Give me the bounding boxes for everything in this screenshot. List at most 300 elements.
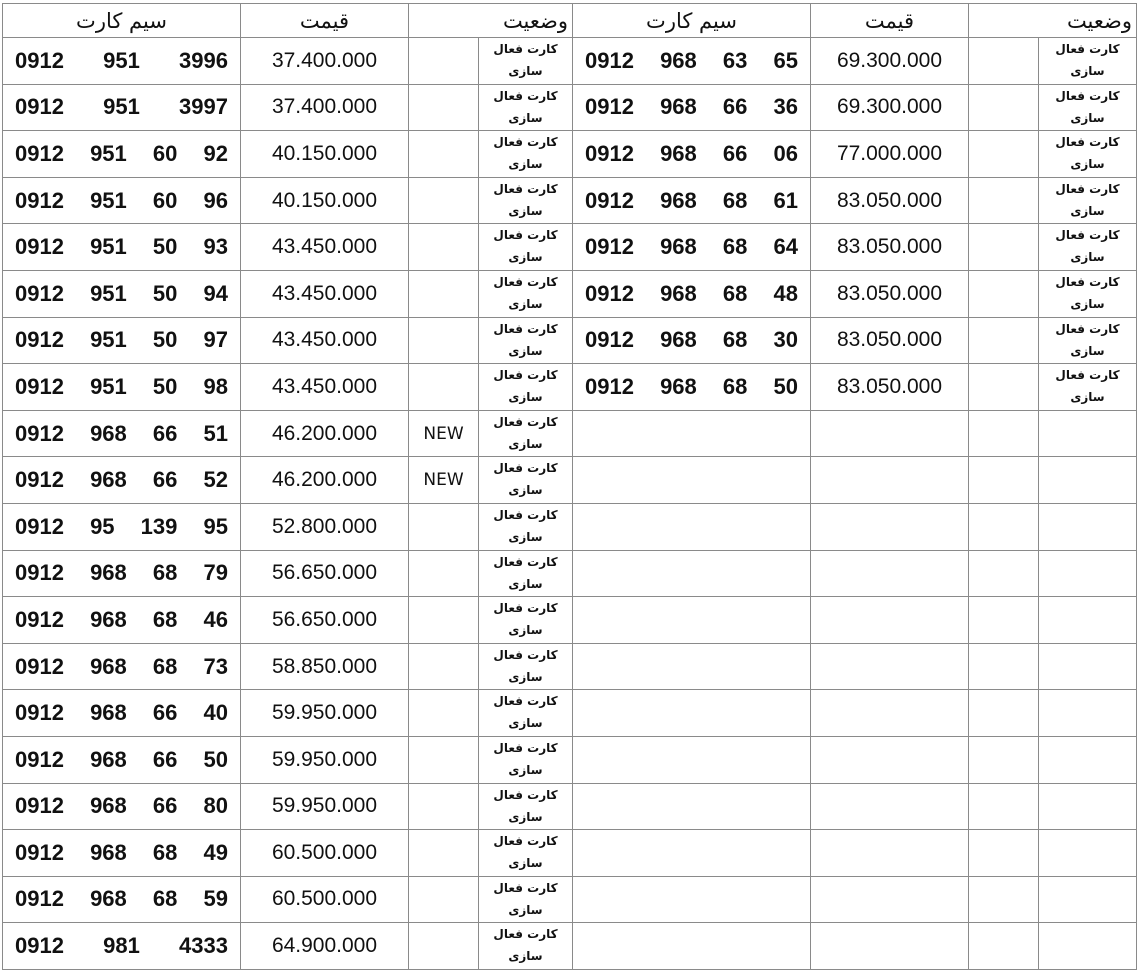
right-sim-number — [573, 923, 811, 970]
left-status — [479, 550, 573, 597]
right-flag — [969, 503, 1039, 550]
status-line-2: سازی — [508, 483, 543, 498]
sim-number-digits — [3, 607, 240, 633]
sim-number-part: 968 — [90, 746, 127, 772]
sim-number-part: 80 — [203, 793, 228, 819]
right-price: 69.300.000 — [811, 84, 969, 131]
sim-number-digits — [3, 421, 240, 447]
sim-number-part: 0912 — [585, 234, 634, 260]
sim-number-part: 68 — [722, 327, 748, 353]
right-flag — [969, 224, 1039, 271]
sim-number-digits — [573, 374, 810, 400]
left-status — [479, 736, 573, 783]
status-line-1: کارت فعال — [493, 181, 558, 196]
sim-number-part: 0912 — [15, 839, 64, 865]
sim-number-part: 50 — [152, 234, 178, 260]
right-sim-number — [573, 317, 811, 364]
table-row — [3, 270, 1137, 317]
sim-number-part: 968 — [90, 560, 127, 586]
left-status — [479, 364, 573, 411]
sim-number-part: 66 — [152, 746, 178, 772]
sim-number-digits — [573, 141, 810, 167]
sim-number-part: 968 — [90, 886, 127, 912]
left-status — [479, 317, 573, 364]
sim-number-part: 4333 — [179, 933, 228, 959]
sim-number-part: 968 — [660, 187, 697, 213]
sim-number-part: 0912 — [585, 94, 634, 120]
left-sim-number — [3, 84, 241, 131]
sim-number-part: 3997 — [179, 94, 228, 120]
table-row — [3, 364, 1137, 411]
sim-number-part: 968 — [90, 700, 127, 726]
sim-number-part: 968 — [90, 653, 127, 679]
table-row — [3, 84, 1137, 131]
left-flag — [409, 736, 479, 783]
sim-number-digits — [573, 48, 810, 74]
left-status — [479, 876, 573, 923]
status-line-1: کارت فعال — [493, 647, 558, 662]
sim-number-part: 0912 — [15, 933, 64, 959]
sim-number-digits — [3, 793, 240, 819]
left-sim-number — [3, 131, 241, 178]
right-sim-number — [573, 364, 811, 411]
status-line-2: سازی — [508, 669, 543, 684]
status-line-2: سازی — [1070, 296, 1105, 311]
sim-number-part: 30 — [773, 327, 798, 353]
left-price: 46.200.000 — [241, 410, 409, 457]
right-flag — [969, 38, 1039, 85]
sim-number-digits — [573, 234, 810, 260]
status-line-1: کارت فعال — [493, 601, 558, 616]
left-price: 56.650.000 — [241, 550, 409, 597]
status-line-2: سازی — [508, 856, 543, 871]
right-status — [1039, 270, 1137, 317]
sim-number-part: 951 — [90, 234, 127, 260]
sim-number-part: 951 — [103, 47, 140, 73]
sim-number-digits — [3, 514, 240, 540]
header-price-left: قیمت — [241, 4, 409, 38]
left-price: 46.200.000 — [241, 457, 409, 504]
right-flag — [969, 550, 1039, 597]
header-status-right: وضعیت — [969, 4, 1137, 38]
table-row — [3, 830, 1137, 877]
right-price — [811, 783, 969, 830]
status-line-2: سازی — [508, 529, 543, 544]
sim-number-digits — [3, 234, 240, 260]
right-sim-number — [573, 597, 811, 644]
sim-number-digits — [3, 700, 240, 726]
sim-number-part: 968 — [660, 373, 697, 399]
sim-number-part: 66 — [152, 700, 178, 726]
right-flag — [969, 597, 1039, 644]
left-sim-number — [3, 923, 241, 970]
status-line-1: کارت فعال — [493, 507, 558, 522]
table-row — [3, 923, 1137, 970]
left-status — [479, 643, 573, 690]
sim-number-part: 968 — [660, 47, 697, 73]
right-flag — [969, 84, 1039, 131]
status-line-1: کارت فعال — [493, 927, 558, 942]
left-status — [479, 923, 573, 970]
left-flag — [409, 38, 479, 85]
left-price: 40.150.000 — [241, 131, 409, 178]
left-price: 59.950.000 — [241, 736, 409, 783]
right-flag — [969, 317, 1039, 364]
status-line-2: سازی — [508, 250, 543, 265]
left-status — [479, 503, 573, 550]
right-status — [1039, 830, 1137, 877]
sim-number-part: 0912 — [15, 746, 64, 772]
status-line-1: کارت فعال — [493, 274, 558, 289]
left-status — [479, 177, 573, 224]
right-status — [1039, 84, 1137, 131]
sim-number-part: 60 — [152, 187, 178, 213]
right-status — [1039, 923, 1137, 970]
table-row — [3, 503, 1137, 550]
left-flag: NEW — [409, 457, 479, 504]
right-flag — [969, 643, 1039, 690]
right-flag — [969, 690, 1039, 737]
right-status — [1039, 550, 1137, 597]
sim-number-part: 981 — [103, 933, 140, 959]
right-status — [1039, 38, 1137, 85]
status-line-2: سازی — [508, 296, 543, 311]
sim-number-part: 968 — [660, 327, 697, 353]
left-price: 59.950.000 — [241, 690, 409, 737]
status-line-2: سازی — [508, 716, 543, 731]
sim-number-digits — [573, 327, 810, 353]
sim-number-part: 96 — [203, 187, 228, 213]
sim-number-part: 0912 — [15, 420, 64, 446]
sim-number-part: 951 — [103, 94, 140, 120]
left-price: 56.650.000 — [241, 597, 409, 644]
table-row — [3, 736, 1137, 783]
left-status — [479, 224, 573, 271]
header-sim-right: سیم کارت — [573, 4, 811, 38]
status-line-2: سازی — [508, 64, 543, 78]
right-price: 77.000.000 — [811, 131, 969, 178]
sim-number-digits — [3, 747, 240, 773]
status-line-1: کارت فعال — [1055, 274, 1120, 289]
status-line-1: کارت فعال — [1055, 88, 1120, 103]
right-sim-number — [573, 270, 811, 317]
right-status — [1039, 597, 1137, 644]
status-line-1: کارت فعال — [1055, 135, 1120, 150]
left-sim-number — [3, 876, 241, 923]
left-sim-number — [3, 690, 241, 737]
left-price: 52.800.000 — [241, 503, 409, 550]
status-line-2: سازی — [508, 343, 543, 358]
sim-number-part: 68 — [722, 280, 748, 306]
sim-number-part: 0912 — [15, 373, 64, 399]
sim-number-digits — [3, 886, 240, 912]
left-price: 43.450.000 — [241, 224, 409, 271]
status-line-1: کارت فعال — [493, 228, 558, 243]
sim-number-digits — [3, 560, 240, 586]
sim-number-part: 73 — [203, 653, 228, 679]
status-line-2: سازی — [1070, 343, 1105, 358]
left-status — [479, 597, 573, 644]
right-price — [811, 503, 969, 550]
right-sim-number — [573, 550, 811, 597]
right-price: 83.050.000 — [811, 364, 969, 411]
left-sim-number — [3, 410, 241, 457]
sim-number-part: 92 — [203, 140, 228, 166]
sim-number-part: 0912 — [585, 187, 634, 213]
right-sim-number — [573, 84, 811, 131]
left-price: 37.400.000 — [241, 84, 409, 131]
left-sim-number — [3, 736, 241, 783]
sim-number-part: 968 — [660, 140, 697, 166]
status-line-1: کارت فعال — [493, 42, 558, 56]
right-sim-number — [573, 690, 811, 737]
table-row — [3, 224, 1137, 271]
status-line-1: کارت فعال — [493, 461, 558, 476]
sim-number-part: 968 — [660, 234, 697, 260]
sim-number-part: 3996 — [179, 47, 228, 73]
status-line-2: سازی — [1070, 64, 1105, 78]
sim-number-part: 98 — [203, 373, 228, 399]
left-price: 58.850.000 — [241, 643, 409, 690]
status-line-2: سازی — [508, 390, 543, 405]
sim-number-part: 68 — [152, 560, 178, 586]
left-price: 37.400.000 — [241, 38, 409, 85]
table-row — [3, 690, 1137, 737]
left-flag — [409, 783, 479, 830]
sim-number-part: 0912 — [15, 886, 64, 912]
right-status — [1039, 690, 1137, 737]
left-flag — [409, 876, 479, 923]
sim-number-digits — [3, 48, 240, 74]
right-flag — [969, 736, 1039, 783]
sim-number-part: 0912 — [15, 327, 64, 353]
left-sim-number — [3, 317, 241, 364]
right-price — [811, 690, 969, 737]
sim-number-digits — [3, 840, 240, 866]
header-sim-left: سیم کارت — [3, 4, 241, 38]
left-sim-number — [3, 364, 241, 411]
sim-number-part: 0912 — [585, 280, 634, 306]
left-sim-number — [3, 597, 241, 644]
sim-number-part: 93 — [203, 234, 228, 260]
status-line-2: سازی — [508, 809, 543, 824]
status-line-1: کارت فعال — [493, 414, 558, 429]
sim-number-part: 0912 — [15, 793, 64, 819]
status-line-2: سازی — [508, 902, 543, 917]
status-line-2: سازی — [508, 623, 543, 638]
right-sim-number — [573, 131, 811, 178]
status-line-2: سازی — [1070, 157, 1105, 172]
sim-number-digits — [3, 467, 240, 493]
sim-number-part: 951 — [90, 327, 127, 353]
sim-number-part: 36 — [773, 94, 798, 120]
sim-number-part: 0912 — [15, 140, 64, 166]
sim-number-part: 65 — [773, 47, 798, 73]
sim-number-part: 66 — [152, 793, 178, 819]
right-price: 83.050.000 — [811, 317, 969, 364]
sim-number-part: 64 — [773, 234, 798, 260]
right-sim-number — [573, 876, 811, 923]
sim-number-part: 951 — [90, 187, 127, 213]
left-status — [479, 457, 573, 504]
status-line-1: کارت فعال — [493, 88, 558, 103]
sim-number-part: 95 — [90, 513, 115, 539]
left-flag — [409, 690, 479, 737]
right-sim-number — [573, 783, 811, 830]
sim-number-part: 968 — [90, 839, 127, 865]
status-line-2: سازی — [1070, 250, 1105, 265]
sim-number-part: 968 — [90, 793, 127, 819]
status-line-2: سازی — [508, 157, 543, 172]
left-price: 64.900.000 — [241, 923, 409, 970]
left-status — [479, 270, 573, 317]
sim-number-part: 968 — [90, 467, 127, 493]
status-line-1: کارت فعال — [493, 554, 558, 569]
status-line-1: کارت فعال — [493, 740, 558, 755]
left-status — [479, 830, 573, 877]
left-flag — [409, 270, 479, 317]
sim-number-part: 951 — [90, 373, 127, 399]
right-sim-number — [573, 643, 811, 690]
table-row — [3, 131, 1137, 178]
sim-number-part: 97 — [203, 327, 228, 353]
status-line-2: سازی — [508, 949, 543, 964]
status-line-2: سازی — [508, 762, 543, 777]
status-line-2: سازی — [1070, 390, 1105, 405]
sim-number-part: 95 — [203, 513, 228, 539]
sim-number-part: 0912 — [585, 47, 634, 73]
left-flag — [409, 317, 479, 364]
left-flag — [409, 364, 479, 411]
sim-number-part: 66 — [152, 420, 178, 446]
table-row — [3, 457, 1137, 504]
sim-number-part: 52 — [203, 467, 228, 493]
right-sim-number — [573, 38, 811, 85]
table-row — [3, 177, 1137, 224]
sim-number-part: 0912 — [585, 373, 634, 399]
right-price: 83.050.000 — [811, 270, 969, 317]
table-row — [3, 643, 1137, 690]
right-status — [1039, 131, 1137, 178]
sim-number-part: 68 — [722, 187, 748, 213]
sim-number-digits — [3, 94, 240, 120]
right-flag — [969, 457, 1039, 504]
right-sim-number — [573, 410, 811, 457]
sim-number-part: 68 — [152, 886, 178, 912]
right-price — [811, 736, 969, 783]
left-flag — [409, 643, 479, 690]
sim-number-part: 68 — [152, 839, 178, 865]
sim-number-digits — [3, 281, 240, 307]
right-price — [811, 410, 969, 457]
sim-number-part: 94 — [203, 280, 228, 306]
sim-number-part: 06 — [773, 140, 798, 166]
sim-number-digits — [3, 141, 240, 167]
sim-number-part: 0912 — [15, 280, 64, 306]
right-flag — [969, 177, 1039, 224]
left-status — [479, 38, 573, 85]
right-status — [1039, 317, 1137, 364]
table-row — [3, 597, 1137, 644]
sim-number-part: 50 — [152, 373, 178, 399]
sim-number-part: 68 — [722, 234, 748, 260]
sim-number-part: 49 — [203, 839, 228, 865]
sim-number-part: 60 — [152, 140, 178, 166]
sim-number-part: 139 — [140, 513, 178, 539]
left-flag — [409, 923, 479, 970]
right-status — [1039, 736, 1137, 783]
right-price: 83.050.000 — [811, 224, 969, 271]
status-line-1: کارت فعال — [1055, 181, 1120, 196]
table-row — [3, 38, 1137, 85]
right-flag — [969, 876, 1039, 923]
sim-number-part: 0912 — [15, 234, 64, 260]
right-sim-number — [573, 457, 811, 504]
sim-number-part: 968 — [660, 94, 697, 120]
sim-number-part: 46 — [203, 606, 228, 632]
status-line-1: کارت فعال — [493, 368, 558, 383]
status-line-2: سازی — [508, 110, 543, 125]
sim-number-part: 50 — [203, 746, 228, 772]
sim-number-digits — [573, 281, 810, 307]
header-status-left: وضعیت — [409, 4, 573, 38]
sim-number-part: 0912 — [15, 606, 64, 632]
right-price — [811, 597, 969, 644]
sim-number-part: 0912 — [15, 47, 64, 73]
right-flag — [969, 270, 1039, 317]
table-row — [3, 876, 1137, 923]
header-price-right: قیمت — [811, 4, 969, 38]
sim-number-part: 0912 — [585, 327, 634, 353]
header-row — [3, 4, 1137, 38]
right-flag — [969, 131, 1039, 178]
status-line-1: کارت فعال — [1055, 321, 1120, 336]
sim-number-digits — [3, 327, 240, 353]
sim-number-part: 50 — [152, 280, 178, 306]
sim-number-digits — [3, 188, 240, 214]
left-price: 40.150.000 — [241, 177, 409, 224]
sim-number-part: 0912 — [15, 700, 64, 726]
status-line-1: کارت فعال — [493, 880, 558, 895]
right-sim-number — [573, 830, 811, 877]
sim-number-digits — [573, 94, 810, 120]
table-row — [3, 317, 1137, 364]
status-line-2: سازی — [508, 436, 543, 451]
right-flag — [969, 410, 1039, 457]
right-flag — [969, 923, 1039, 970]
right-flag — [969, 364, 1039, 411]
right-status — [1039, 364, 1137, 411]
sim-number-part: 68 — [152, 653, 178, 679]
sim-number-part: 66 — [152, 467, 178, 493]
sim-number-part: 50 — [773, 373, 798, 399]
left-sim-number — [3, 270, 241, 317]
sim-number-digits — [573, 188, 810, 214]
sim-number-part: 61 — [773, 187, 798, 213]
sim-number-part: 51 — [203, 420, 228, 446]
left-flag — [409, 131, 479, 178]
status-line-1: کارت فعال — [1055, 368, 1120, 383]
right-status — [1039, 643, 1137, 690]
right-price — [811, 643, 969, 690]
left-sim-number — [3, 457, 241, 504]
status-line-2: سازی — [508, 576, 543, 591]
right-price: 69.300.000 — [811, 38, 969, 85]
right-sim-number — [573, 224, 811, 271]
left-price: 43.450.000 — [241, 317, 409, 364]
sim-number-part: 59 — [203, 886, 228, 912]
right-status — [1039, 503, 1137, 550]
